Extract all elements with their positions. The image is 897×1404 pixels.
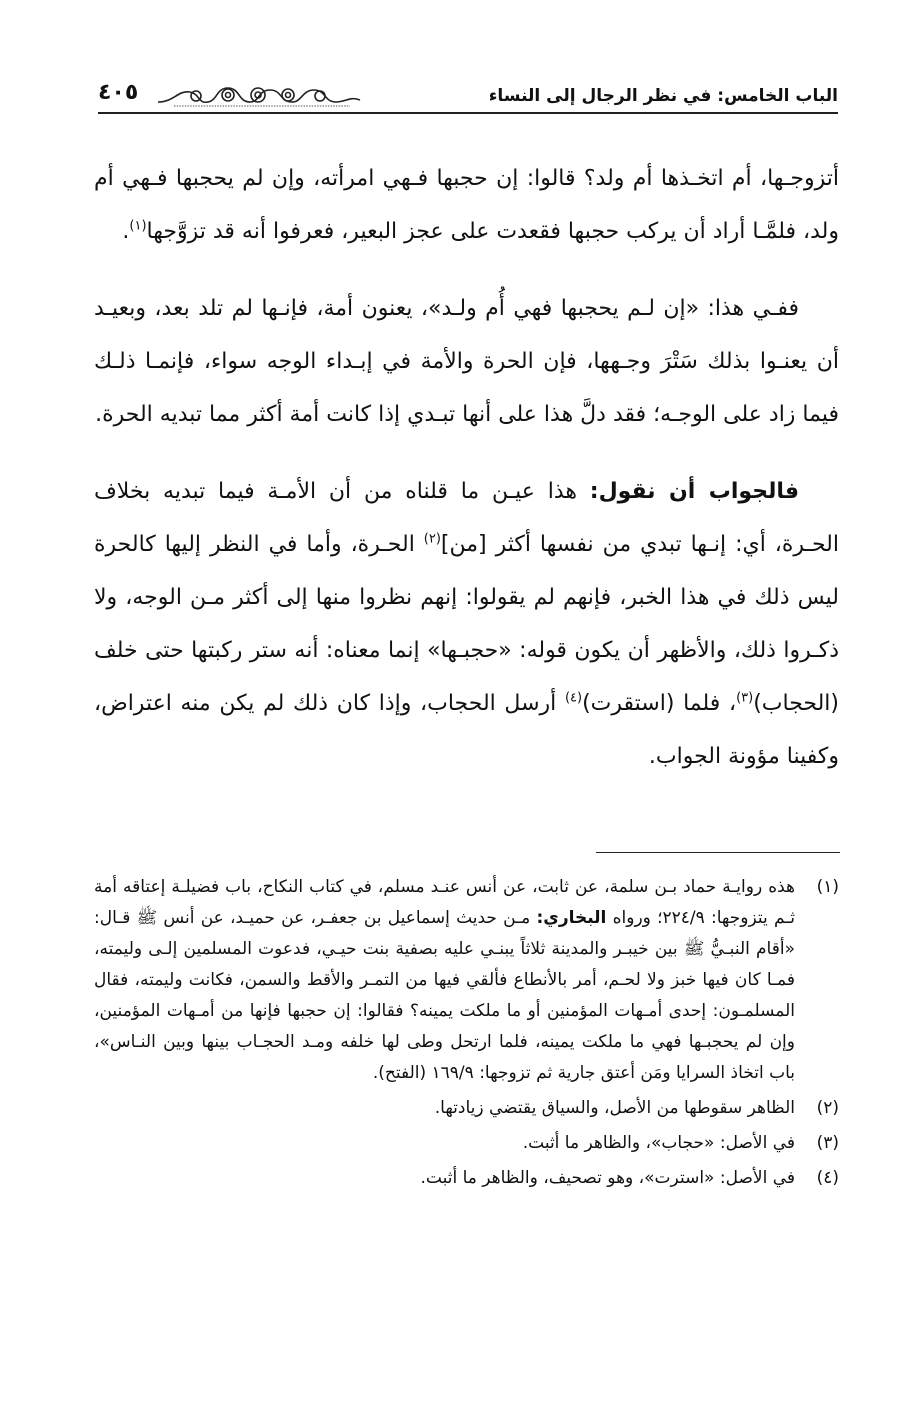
footnote-ref-4: (٤) [564,690,583,706]
footnote-3 [94,1128,839,1159]
footnote-number: (١) [816,877,839,897]
paragraph-3-text-b: الحـرة، وأما في النظر إليها كالحرة ليس ذلك في هذا الخبر، فإنهم لم يقولوا: إنهم نظروا منها إلى أكثر مـن الوجه، ولا ذكـروا ذلك، والأظهر أن يكون قوله: «حجبـها» إنما معناه: أنه ستر ركبتها حتى خلف (الحجاب) [94,532,840,716]
paragraph-1-end: . [122,219,130,244]
footnotes [94,872,839,1198]
footnote-ref-3: (٣) [736,690,754,706]
footnote-1-text-b: مـن حديث إسماعيل بن جعفـر، عن حميـد، عن أنس ﷺ قـال: «أقام النبـيُّ ﷺ بين خيبـر والمدينة ثلاثاً يبنـي عليه بصفية بنت حيـي، فدعوت المسلمين إلـى وليمته، فمـا كان فيها خبز ولا لحـم، أمر بالأنطاع فألقي فيها من التمـر والأقط والسمن، فكانت وليمته، فقال المسلمـون: إحدى أمـهات المؤمنين أو ما ملكت يمينه؟ فقالوا: إن حجبها فإنها من أمـهات المؤمنين، وإن لم يحجبـها فهي ما ملكت يمينه، فلما ارتحل وطى لها خلفه ومـد الحجـاب بينها وبين النـاس»، باب اتخاذ السرايا ومَن أعتق جارية ثم تزوجها: ١٦٩/٩ (الفتح). [94,908,795,1083]
footnote-text: في الأصل: «حجاب»، والظاهر ما أثبت. [522,1133,795,1153]
footnote-2 [94,1093,839,1124]
page-header [98,78,838,118]
footnote-text [94,872,795,1089]
paragraph-2-text: ففـي هذا: «إن لـم يحجبها فهي أُم ولـد»، يعنون أمة، فإنـها لم تلد بعد، وبعيـد أن يعنـوا بذلك سَتْرَ وجـهها، فإن الحرة والأمة في إبـداء الوجه سواء، فإنمـا ذلـك فيما زاد على الوجـه؛ فقد دلَّ هذا على أنها تبـدي إذا كانت أمة أكثر مما تبديه الحرة. [94,296,839,427]
footnote-separator [596,852,840,853]
page-number: ٤٠٥ [98,80,139,105]
footnote-1-bold: البخاري: [536,908,607,928]
decorative-ornament-icon [154,82,364,108]
footnote-number: (٣) [816,1133,839,1153]
running-title: الباب الخامس: في نظر الرجال إلى النساء [488,86,838,106]
footnote-4 [94,1163,839,1194]
paragraph-3-lead: فالجواب أن نقول: [589,479,799,504]
footnote-ref-2: (٢) [423,531,441,547]
paragraph-3-text-c: ، فلما (استقرت) [582,691,737,716]
footnote-number: (٤) [816,1168,839,1188]
footnote-text: الظاهر سقوطها من الأصل، والسياق يقتضي زيادتها. [434,1098,795,1118]
footnote-ref-1: (١) [129,218,147,234]
paragraph-3 [94,465,839,783]
paragraph-1 [94,152,839,258]
footnote-text: في الأصل: «استرت»، وهو تصحيف، والظاهر ما أثبت. [420,1168,795,1188]
paragraph-3-text-d: أرسل الحجاب، وإذا كان ذلك لم يكن منه اعتراض، وكفينا مؤونة الجواب. [94,691,839,769]
paragraph-3-text-a: هذا عيـن ما قلناه من أن الأمـة فيما تبديه بخلاف الحـرة، أي: إنـها تبدي من نفسها أكثر [من] [94,479,840,557]
header-rule [98,112,838,114]
main-text [94,152,839,807]
footnote-1-text-a: هذه روايـة حماد بـن سلمة، عن ثابت، عن أنس عنـد مسلم، في كتاب النكاح، باب فضيلـة إعتاقه أمة ثـم يتزوجها: ٢٢٤/٩؛ ورواه [94,877,795,928]
paragraph-2 [94,282,839,441]
paragraph-1-text: أتزوجـها، أم اتخـذها أم ولد؟ قالوا: إن حجبها فـهي امرأته، وإن لم يحجبها فـهي أم ولد، فلمَّـا أراد أن يركب حجبها فقعدت على عجز البعير، فعرفوا أنه قد تزوَّجها [94,166,839,244]
footnote-number: (٢) [816,1098,839,1118]
footnote-1 [94,872,839,1089]
